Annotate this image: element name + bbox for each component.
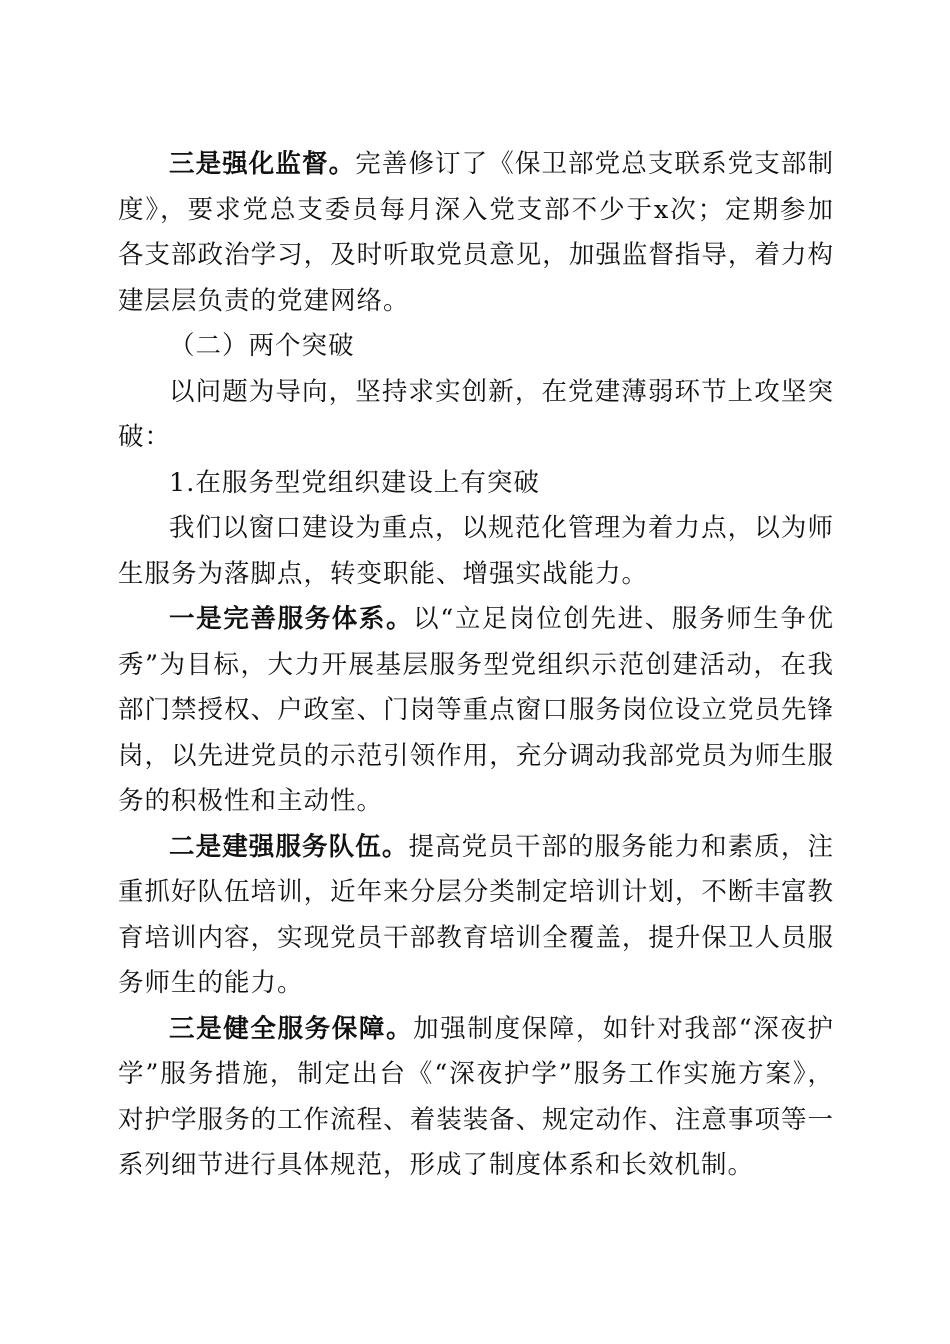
- section-heading-two-breakthroughs: [118, 324, 834, 370]
- section-heading-text: （二）两个突破: [169, 331, 355, 361]
- paragraph-text: 提高党员干部的服务能力和素质，注重抓好队伍培训，近年来分层分类制定培训计划，不断丰富教育培训内容，实现党员干部教育培训全覆盖，提升保卫人员服务师生的能力。: [118, 831, 834, 998]
- paragraph-lead: 二是建强服务队伍。: [169, 831, 409, 862]
- paragraph-text: 完善修订了《保卫部党总支联系党支部制度》，要求党总支委员每月深入党支部不少于x次；定期参加各支部政治学习，及时听取党员意见，加强监督指导，着力构建层层负责的党建网络。: [118, 149, 834, 316]
- paragraph-service-guarantee: [118, 1007, 834, 1189]
- paragraph-window-construction: [118, 506, 834, 597]
- subheading-service-organization: [118, 461, 834, 507]
- paragraph-lead: 一是完善服务体系。: [169, 604, 414, 634]
- document-body: [118, 142, 834, 1189]
- subheading-text: 1.在服务型党组织建设上有突破: [169, 467, 540, 498]
- paragraph-text: 以问题为导向，坚持求实创新，在党建薄弱环节上攻坚突破：: [118, 376, 834, 452]
- paragraph-text: 以“立足岗位创先进、服务师生争优秀”为目标，大力开展基层服务型党组织示范创建活动，在我部门禁授权、户政室、门岗等重点窗口服务岗位设立党员先锋岗，以先进党员的示范引领作用，充分调动我部党员为师生服务的积极性和主动性。: [118, 604, 834, 816]
- paragraph-lead: 三是强化监督。: [169, 149, 356, 179]
- paragraph-text: 加强制度保障，如针对我部“深夜护学”服务措施，制定出台《“深夜护学”服务工作实施方案》，对护学服务的工作流程、着装装备、规定动作、注意事项等一系列细节进行具体规范，形成了制度体系和长效机制。: [118, 1013, 834, 1180]
- paragraph-breakthrough-intro: [118, 370, 834, 461]
- paragraph-improve-service-system: [118, 597, 834, 825]
- paragraph-strengthen-supervision: [118, 142, 834, 324]
- paragraph-build-service-team: [118, 825, 834, 1007]
- paragraph-text: 我们以窗口建设为重点，以规范化管理为着力点，以为师生服务为落脚点，转变职能、增强实战能力。: [118, 513, 834, 589]
- paragraph-lead: 三是健全服务保障。: [169, 1013, 414, 1044]
